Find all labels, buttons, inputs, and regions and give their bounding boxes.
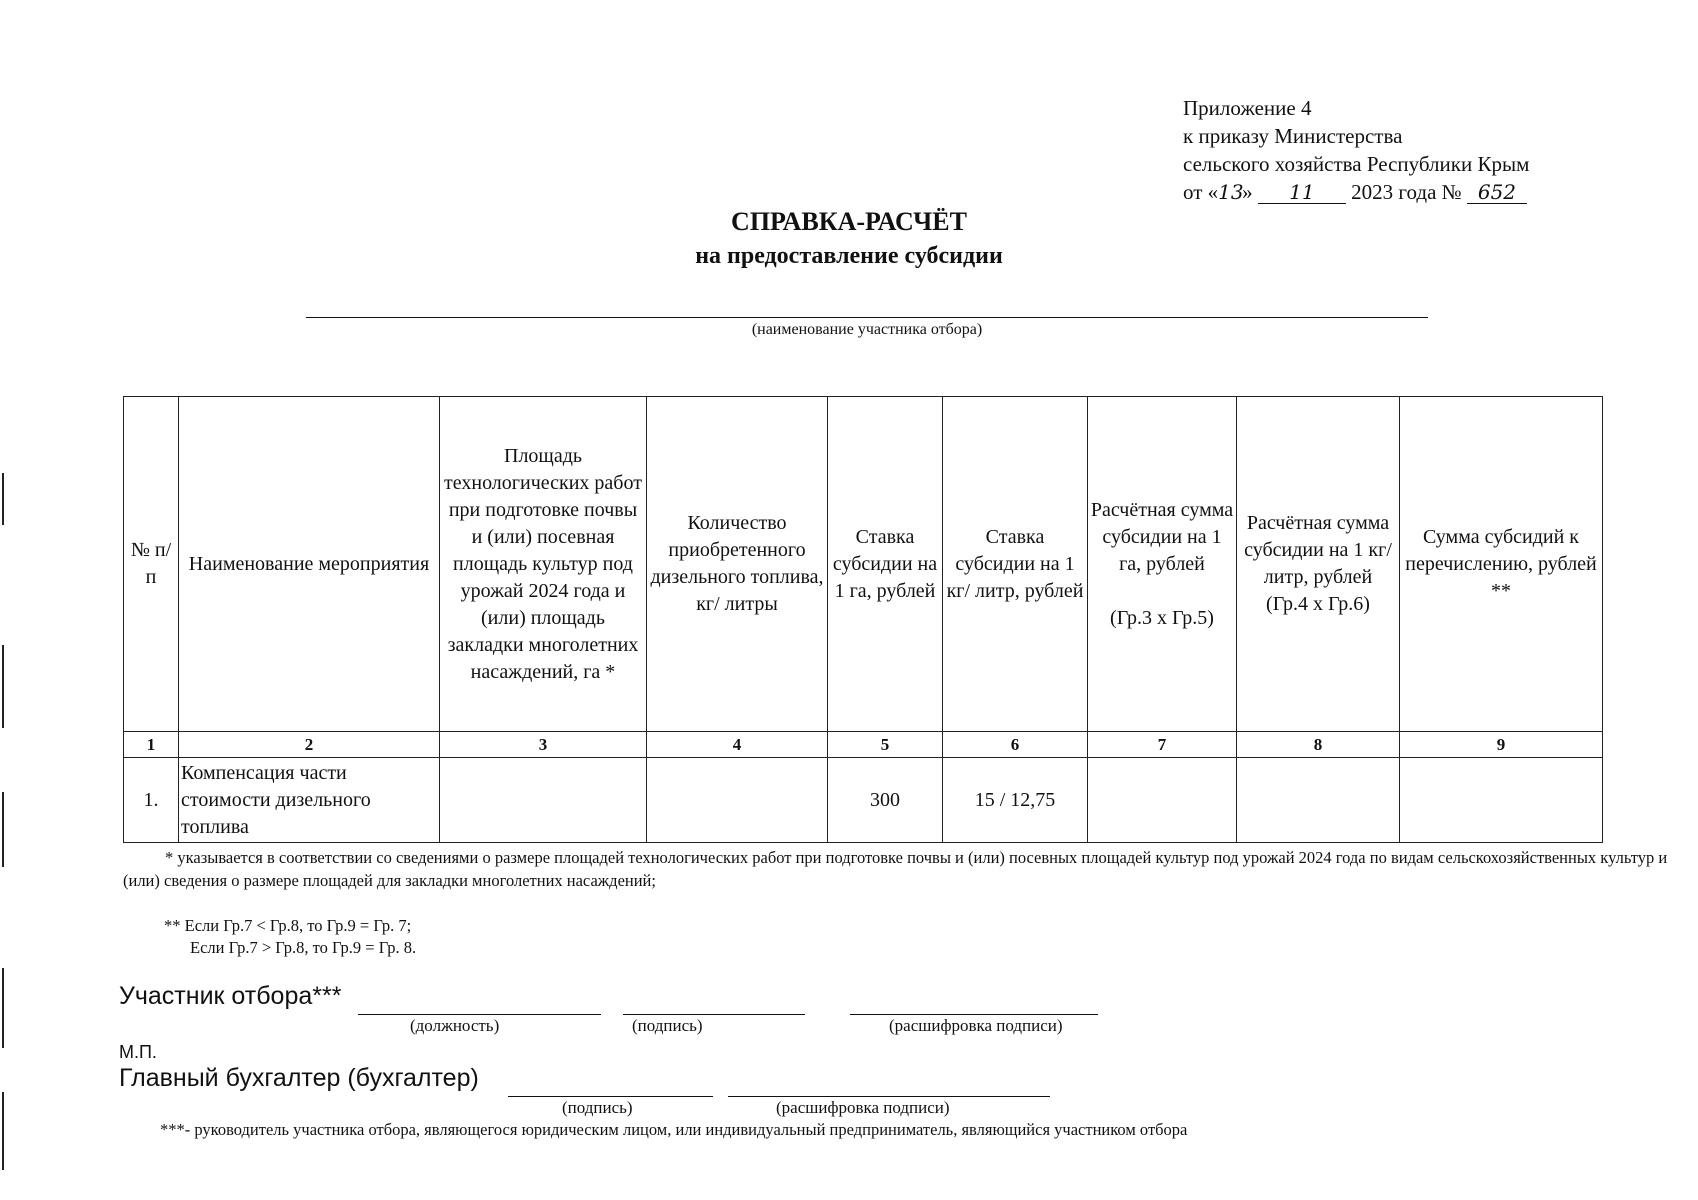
decoding-line[interactable] xyxy=(850,1014,1098,1015)
participant-label: Участник отбора*** xyxy=(119,982,342,1010)
scan-margin-mark xyxy=(2,1092,4,1170)
document-subtitle: на предоставление субсидии xyxy=(695,243,1003,269)
calculation-table xyxy=(123,396,1603,843)
signature-caption: (подпись) xyxy=(632,1016,703,1035)
participant-name-line xyxy=(306,317,1428,318)
row-number: 1. xyxy=(124,758,179,843)
accountant-decoding-line[interactable] xyxy=(728,1096,1050,1097)
row-area[interactable] xyxy=(440,758,647,843)
position-caption: (должность) xyxy=(410,1016,500,1035)
scan-margin-mark xyxy=(2,645,4,728)
row-sum-kg[interactable] xyxy=(1237,758,1400,843)
accountant-label: Главный бухгалтер (бухгалтер) xyxy=(119,1064,479,1092)
header-cell: № п/п xyxy=(124,397,179,732)
footnote-star2-line: ** Если Гр.7 < Гр.8, то Гр.9 = Гр. 7; xyxy=(164,916,412,935)
column-number: 4 xyxy=(647,732,828,758)
column-number: 2 xyxy=(179,732,440,758)
header-cell: Наименование мероприятия xyxy=(179,397,440,732)
scan-margin-mark xyxy=(2,968,4,1048)
header-formula: (Гр.3 х Гр.5) xyxy=(1110,606,1214,629)
date-year: 2023 года № xyxy=(1351,180,1462,204)
appendix-line: к приказу Министерства xyxy=(1183,124,1403,148)
header-cell: Сумма субсидий к перечислению, рублей ** xyxy=(1400,397,1603,732)
decoding-caption: (расшифровка подписи) xyxy=(889,1016,1063,1035)
table-row xyxy=(124,758,1603,843)
date-mid: » xyxy=(1242,180,1253,204)
column-number: 8 xyxy=(1237,732,1400,758)
row-rate-kg: 15 / 12,75 xyxy=(943,758,1088,843)
participant-name-caption: (наименование участника отбора) xyxy=(751,321,983,338)
header-label: Расчётная сумма субсидии на 1 га, рублей xyxy=(1090,498,1234,575)
accountant-decoding-caption: (расшифровка подписи) xyxy=(776,1098,950,1117)
date-month-handwritten: 11 xyxy=(1258,181,1346,204)
header-cell xyxy=(1088,397,1237,732)
column-number: 5 xyxy=(828,732,943,758)
header-cell xyxy=(1237,397,1400,732)
header-cell: Площадь технологических работ при подготовке почвы и (или) посевная площадь культур под урожай 2024 года и (или) площадь закладки многолетних насаждений, га * xyxy=(440,397,647,732)
accountant-signature-line[interactable] xyxy=(508,1096,713,1097)
order-number-handwritten: 652 xyxy=(1467,181,1527,204)
row-rate-ha: 300 xyxy=(828,758,943,843)
header-cell: Количество приобретенного дизельного топлива, кг/ литры xyxy=(647,397,828,732)
column-number: 9 xyxy=(1400,732,1603,758)
column-number-row xyxy=(124,732,1603,758)
signature-line[interactable] xyxy=(623,1014,805,1015)
row-fuel-qty[interactable] xyxy=(647,758,828,843)
accountant-signature-caption: (подпись) xyxy=(562,1098,633,1117)
column-number: 3 xyxy=(440,732,647,758)
column-number: 7 xyxy=(1088,732,1237,758)
scan-margin-mark xyxy=(2,473,4,525)
footnote-star3: ***- руководитель участника отбора, являющегося юридическим лицом, или индивидуальный предприниматель, являющийся участником отбора xyxy=(160,1120,1188,1139)
row-sum-total[interactable] xyxy=(1400,758,1603,843)
footnote-star1: * указывается в соответствии со сведениями о размере площадей технологических работ при подготовке почвы и (или) посевных площадей культур под урожай 2024 года по видам сельскохозяйственных культур и (или) сведения о размере площадей для закладки многолетних насаждений; xyxy=(123,848,1668,890)
appendix-block xyxy=(1183,94,1529,206)
header-cell: Ставка субсидии на 1 кг/ литр, рублей xyxy=(943,397,1088,732)
stamp-label: М.П. xyxy=(119,1042,157,1062)
row-sum-ha[interactable] xyxy=(1088,758,1237,843)
header-label: Расчётная сумма субсидии на 1 кг/литр, рублей xyxy=(1244,512,1392,588)
row-name: Компенсация части стоимости дизельного топлива xyxy=(179,758,440,843)
appendix-line: Приложение 4 xyxy=(1183,96,1312,120)
footnote-star2-line: Если Гр.7 > Гр.8, то Гр.9 = Гр. 8. xyxy=(190,938,417,957)
scan-margin-mark xyxy=(2,792,4,867)
position-line[interactable] xyxy=(358,1014,601,1015)
header-cell: Ставка субсидии на 1 га, рублей xyxy=(828,397,943,732)
footnote-star2 xyxy=(164,915,416,959)
date-prefix: от « xyxy=(1183,180,1219,204)
table-header-row xyxy=(124,397,1603,732)
document-title: СПРАВКА-РАСЧЁТ xyxy=(731,207,967,236)
column-number: 1 xyxy=(124,732,179,758)
appendix-line: сельского хозяйства Республики Крым xyxy=(1183,152,1530,176)
header-formula: (Гр.4 х Гр.6) xyxy=(1266,593,1370,615)
date-day-handwritten: 13 xyxy=(1218,180,1244,204)
column-number: 6 xyxy=(943,732,1088,758)
appendix-date-line xyxy=(1183,178,1529,206)
